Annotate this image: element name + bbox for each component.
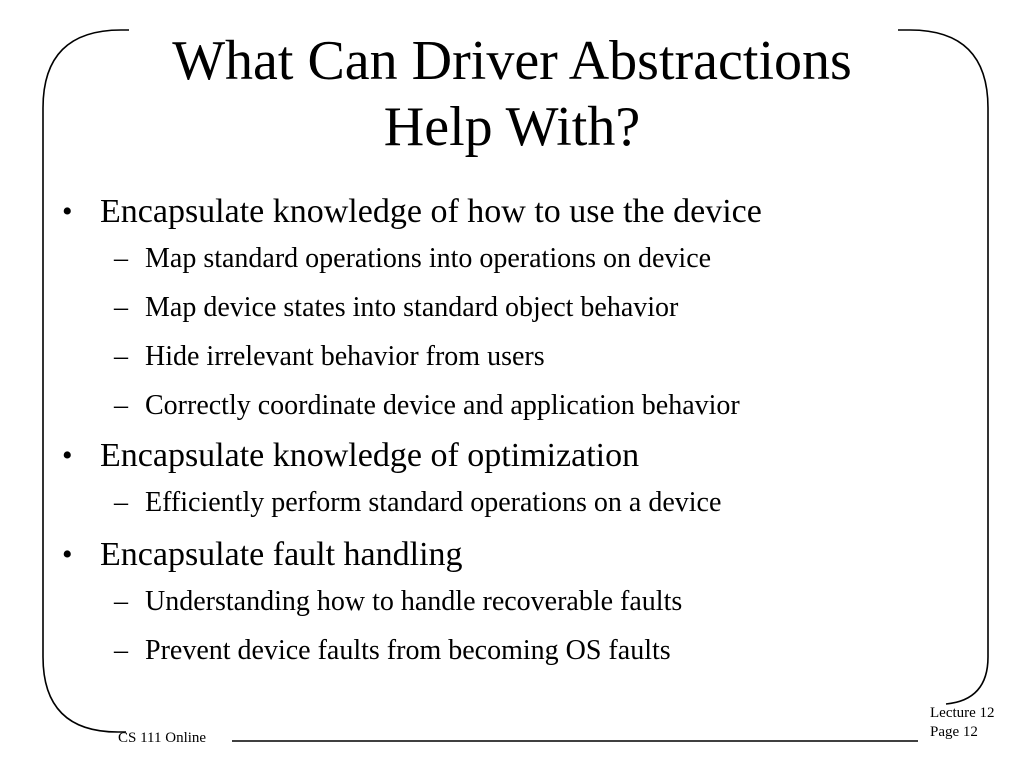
sub-bullet-item — [62, 626, 962, 675]
footer-page: Page 12 — [930, 724, 978, 740]
sub-bullet-dash: – — [114, 586, 128, 617]
sub-bullet-list — [62, 234, 962, 430]
sub-bullet-text: Efficiently perform standard operations on a device — [145, 487, 722, 518]
slide-title-line-1: What Can Driver Abstractions — [172, 30, 852, 92]
bullet-item — [62, 190, 962, 234]
sub-bullet-item — [62, 234, 962, 283]
sub-bullet-item — [62, 332, 962, 381]
sub-bullet-dash: – — [114, 487, 128, 518]
sub-bullet-dash: – — [114, 243, 128, 274]
bullet-item — [62, 533, 962, 577]
sub-bullet-item — [62, 381, 962, 430]
sub-bullet-dash: – — [114, 341, 128, 372]
sub-bullet-text: Correctly coordinate device and application behavior — [145, 390, 740, 421]
sub-bullet-item — [62, 577, 962, 626]
bullet-dot: • — [62, 195, 73, 228]
bullet-text: Encapsulate knowledge of how to use the device — [100, 193, 762, 230]
bullet-item — [62, 434, 962, 478]
slide-title-line-2: Help With? — [383, 96, 641, 158]
sub-bullet-text: Hide irrelevant behavior from users — [145, 341, 545, 372]
footer-lecture-page — [930, 704, 995, 742]
footer-lecture: Lecture 12 — [930, 705, 995, 721]
sub-bullet-list — [62, 577, 962, 675]
sub-bullet-item — [62, 478, 962, 527]
sub-bullet-item — [62, 283, 962, 332]
sub-bullet-text: Prevent device faults from becoming OS faults — [145, 635, 671, 666]
sub-bullet-dash: – — [114, 292, 128, 323]
sub-bullet-dash: – — [114, 635, 128, 666]
bullet-text: Encapsulate knowledge of optimization — [100, 437, 640, 474]
sub-bullet-dash: – — [114, 390, 128, 421]
sub-bullet-list — [62, 478, 962, 527]
sub-bullet-text: Map standard operations into operations on device — [145, 243, 712, 274]
footer-course: CS 111 Online — [118, 730, 207, 746]
bullet-text: Encapsulate fault handling — [100, 536, 463, 573]
sub-bullet-text: Understanding how to handle recoverable faults — [145, 586, 683, 617]
sub-bullet-text: Map device states into standard object behavior — [145, 292, 679, 323]
bullet-dot: • — [62, 439, 73, 472]
slide-title — [60, 28, 964, 160]
bullet-dot: • — [62, 538, 73, 571]
bullet-list — [62, 190, 962, 681]
